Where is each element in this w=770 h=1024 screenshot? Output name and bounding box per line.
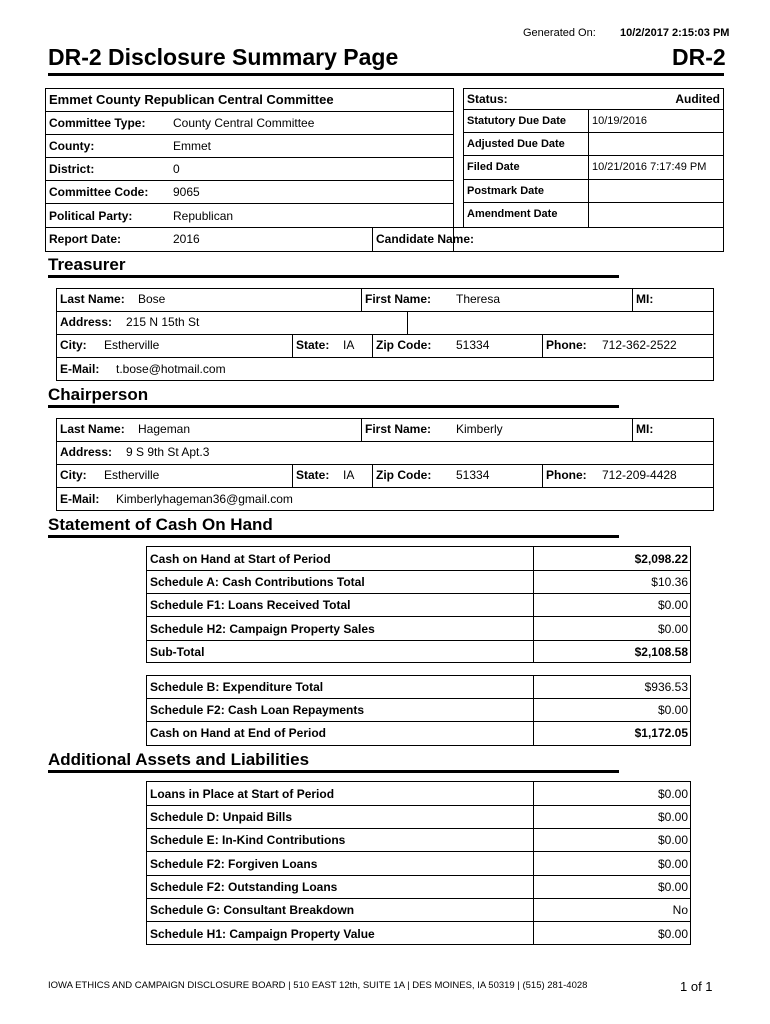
treasurer-first-name: Theresa: [456, 292, 501, 306]
treasurer-address: 215 N 15th St: [126, 315, 200, 329]
county-label: County:: [49, 139, 95, 153]
cash-heading: Statement of Cash On Hand: [48, 515, 273, 534]
postmark-date-label: Postmark Date: [467, 185, 545, 197]
treasurer-phone: 712-362-2522: [602, 338, 677, 352]
treasurer-last-name: Bose: [138, 292, 166, 306]
chairperson-mi-label: MI:: [636, 422, 654, 436]
cash-row-label: Sub-Total: [150, 645, 205, 659]
chairperson-city: Estherville: [104, 468, 160, 482]
assets-row-label: Loans in Place at Start of Period: [150, 787, 335, 801]
chairperson-state: IA: [343, 468, 355, 482]
cash-row-value: $2,098.22: [634, 552, 688, 566]
footer-board: IOWA ETHICS AND CAMPAIGN DISCLOSURE BOARD | 510 EAST 12th, SUITE 1A | DES MOINES, IA 50319 | (515) 281-4028: [48, 980, 588, 991]
assets-heading: Additional Assets and Liabilities: [48, 750, 310, 769]
treasurer-email-label: E-Mail:: [60, 362, 100, 376]
assets-row-label: Schedule G: Consultant Breakdown: [150, 903, 355, 917]
generated-on-value: 10/2/2017 2:15:03 PM: [620, 27, 730, 39]
cash-row-value: $2,108.58: [634, 645, 688, 659]
chairperson-rule: [48, 405, 619, 408]
treasurer-city-label: City:: [60, 338, 87, 352]
cash-row-value: $0.00: [657, 622, 688, 636]
treasurer-state: IA: [343, 338, 355, 352]
chairperson-email-label: E-Mail:: [60, 492, 100, 506]
treasurer-rule: [48, 275, 619, 278]
chairperson-first-name: Kimberly: [456, 422, 503, 436]
treasurer-zip: 51334: [456, 338, 490, 352]
page-number: 1 of 1: [680, 979, 713, 994]
assets-row-value: $0.00: [657, 787, 688, 801]
generated-on-label: Generated On:: [523, 27, 596, 39]
cash-row-value: $0.00: [657, 598, 688, 612]
assets-row-label: Schedule H1: Campaign Property Value: [150, 927, 375, 941]
treasurer-zip-label: Zip Code:: [376, 338, 432, 352]
chairperson-state-label: State:: [296, 468, 330, 482]
assets-row-label: Schedule E: In-Kind Contributions: [150, 833, 346, 847]
assets-row-value: $0.00: [657, 810, 688, 824]
political-party-label: Political Party:: [49, 209, 133, 223]
treasurer-heading: Treasurer: [48, 255, 126, 274]
report-date-value: 2016: [173, 232, 200, 246]
assets-row-value: $0.00: [657, 880, 688, 894]
cash-row-label: Schedule B: Expenditure Total: [150, 680, 324, 694]
political-party-value: Republican: [173, 209, 234, 223]
committee-type-label: Committee Type:: [49, 116, 146, 130]
assets-row-label: Schedule F2: Outstanding Loans: [150, 880, 338, 894]
form-code: DR-2: [672, 44, 726, 70]
cash-rule: [48, 535, 619, 538]
filed-date-label: Filed Date: [467, 161, 520, 173]
adjusted-due-label: Adjusted Due Date: [467, 138, 565, 150]
cash-row-label: Schedule A: Cash Contributions Total: [150, 575, 365, 589]
treasurer-address-label: Address:: [60, 315, 113, 329]
title-rule: [48, 73, 724, 76]
chairperson-last-name-label: Last Name:: [60, 422, 125, 436]
chairperson-phone: 712-209-4428: [602, 468, 677, 482]
district-label: District:: [49, 162, 95, 176]
committee-code-value: 9065: [173, 185, 200, 199]
treasurer-city: Estherville: [104, 338, 160, 352]
chairperson-first-name-label: First Name:: [365, 422, 432, 436]
chairperson-zip: 51334: [456, 468, 490, 482]
treasurer-mi-label: MI:: [636, 292, 654, 306]
committee-name: Emmet County Republican Central Committee: [49, 92, 334, 107]
status-label: Status:: [467, 92, 508, 106]
amendment-date-label: Amendment Date: [467, 208, 558, 220]
treasurer-first-name-label: First Name:: [365, 292, 432, 306]
assets-row-value: $0.00: [657, 927, 688, 941]
chairperson-zip-label: Zip Code:: [376, 468, 432, 482]
cash-row-label: Cash on Hand at End of Period: [150, 726, 327, 740]
committee-code-label: Committee Code:: [49, 185, 149, 199]
filed-date-value: 10/21/2016 7:17:49 PM: [592, 161, 707, 173]
assets-rule: [48, 770, 619, 773]
assets-row-label: Schedule F2: Forgiven Loans: [150, 857, 318, 871]
treasurer-state-label: State:: [296, 338, 330, 352]
chairperson-last-name: Hageman: [138, 422, 191, 436]
report-date-label: Report Date:: [49, 232, 122, 246]
statutory-due-label: Statutory Due Date: [467, 115, 567, 127]
chairperson-city-label: City:: [60, 468, 87, 482]
cash-row-label: Schedule H2: Campaign Property Sales: [150, 622, 375, 636]
cash-row-label: Schedule F2: Cash Loan Repayments: [150, 703, 365, 717]
treasurer-last-name-label: Last Name:: [60, 292, 125, 306]
assets-row-value: $0.00: [657, 857, 688, 871]
assets-row-label: Schedule D: Unpaid Bills: [150, 810, 293, 824]
cash-row-label: Cash on Hand at Start of Period: [150, 552, 331, 566]
county-value: Emmet: [173, 139, 212, 153]
cash-row-value: $1,172.05: [634, 726, 688, 740]
chairperson-phone-label: Phone:: [546, 468, 587, 482]
candidate-name-label: Candidate Name:: [376, 232, 475, 246]
treasurer-email: t.bose@hotmail.com: [116, 362, 226, 376]
assets-row-value: $0.00: [657, 833, 688, 847]
chairperson-address: 9 S 9th St Apt.3: [126, 445, 210, 459]
committee-type-value: County Central Committee: [173, 116, 315, 130]
cash-row-value: $0.00: [657, 703, 688, 717]
district-value: 0: [173, 162, 180, 176]
treasurer-phone-label: Phone:: [546, 338, 587, 352]
chairperson-email: Kimberlyhageman36@gmail.com: [116, 492, 293, 506]
cash-row-label: Schedule F1: Loans Received Total: [150, 598, 351, 612]
chairperson-heading: Chairperson: [48, 385, 149, 404]
chairperson-address-label: Address:: [60, 445, 113, 459]
cash-row-value: $936.53: [644, 680, 688, 694]
page-title: DR-2 Disclosure Summary Page: [48, 44, 399, 70]
cash-row-value: $10.36: [651, 575, 688, 589]
assets-row-value: No: [672, 903, 688, 917]
status-value: Audited: [675, 92, 720, 106]
statutory-due-value: 10/19/2016: [592, 115, 648, 127]
